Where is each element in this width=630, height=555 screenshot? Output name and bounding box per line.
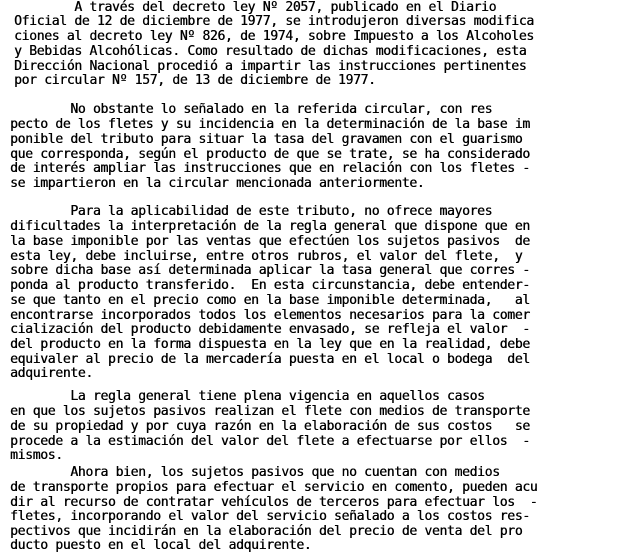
text-line: ducto puesto en el local del adquirente.: [10, 538, 312, 553]
text-line: equivaler al precio de la mercadería puesta en el local o bodega del: [10, 352, 530, 367]
text-line: en que los sujetos pasivos realizan el flete con medios de transporte: [10, 404, 530, 419]
text-line: del producto en la forma dispuesta en la ley que en la realidad, debe: [10, 337, 530, 352]
text-line: se que tanto en el precio como en la base imponible determinada, al: [10, 293, 530, 308]
text-line: ponda al producto transferido. En esta circunstancia, debe entender-: [10, 278, 530, 293]
text-line: Ahora bien, los sujetos pasivos que no cuentan con medios: [10, 465, 500, 480]
text-line: cialización del producto debidamente envasado, se refleja el valor -: [10, 322, 530, 337]
text-line: de transporte propios para efectuar el servicio en comento, pueden acu: [10, 480, 538, 495]
text-line: mismos.: [10, 448, 63, 463]
text-line: la base imponible por las ventas que efectúen los sujetos pasivos de: [10, 234, 530, 249]
text-line: adquirente.: [10, 366, 93, 381]
text-line: A través del decreto ley Nº 2057, publicado en el Diario: [14, 0, 497, 15]
text-line: sobre dicha base así determinada aplicar la tasa general que corres -: [10, 263, 530, 278]
text-line: ciones al decreto ley Nº 826, de 1974, sobre Impuesto a los Alcoholes: [14, 29, 534, 44]
text-line: de interés ampliar las instrucciones que en relación con los fletes -: [10, 161, 530, 176]
text-line: Dirección Nacional procedió a impartir las instrucciones pertinentes: [14, 59, 527, 74]
text-line: encontrarse incorporados todos los elementos necesarios para la comer: [10, 308, 530, 323]
text-line: se impartieron en la circular mencionada anteriormente.: [10, 176, 425, 191]
text-line: esta ley, debe incluirse, entre otros rubros, el valor del flete, y: [10, 249, 523, 264]
text-line: pecto de los fletes y su incidencia en la determinación de la base im: [10, 117, 530, 132]
text-line: ponible del tributo para situar la tasa del gravamen con el guarismo: [10, 132, 523, 147]
text-line: Para la aplicabilidad de este tributo, no ofrece mayores: [10, 204, 493, 219]
text-line: No obstante lo señalado en la referida circular, con res: [10, 102, 493, 117]
text-line: dir al recurso de contratar vehículos de terceros para efectuar los -: [10, 495, 538, 510]
text-line: y Bebidas Alcohólicas. Como resultado de dichas modificaciones, esta: [14, 44, 527, 59]
text-line: dificultades la interpretación de la regla general que dispone que en: [10, 219, 530, 234]
text-line: pectivos que incidirán en la elaboración del precio de venta del pro: [10, 524, 523, 539]
text-line: que corresponda, según el producto de que se trate, se ha considerado: [10, 147, 530, 162]
text-line: fletes, incorporando el valor del servicio señalado a los costos res-: [10, 509, 530, 524]
text-line: de su propiedad y por cuya razón en la elaboración de sus costos se: [10, 419, 530, 434]
text-line: Oficial de 12 de diciembre de 1977, se introdujeron diversas modifica: [14, 14, 534, 29]
text-line: procede a la estimación del valor del flete a efectuarse por ellos -: [10, 434, 530, 449]
text-line: por circular Nº 157, de 13 de diciembre de 1977.: [14, 73, 376, 88]
text-line: La regla general tiene plena vigencia en aquellos casos: [10, 389, 485, 404]
